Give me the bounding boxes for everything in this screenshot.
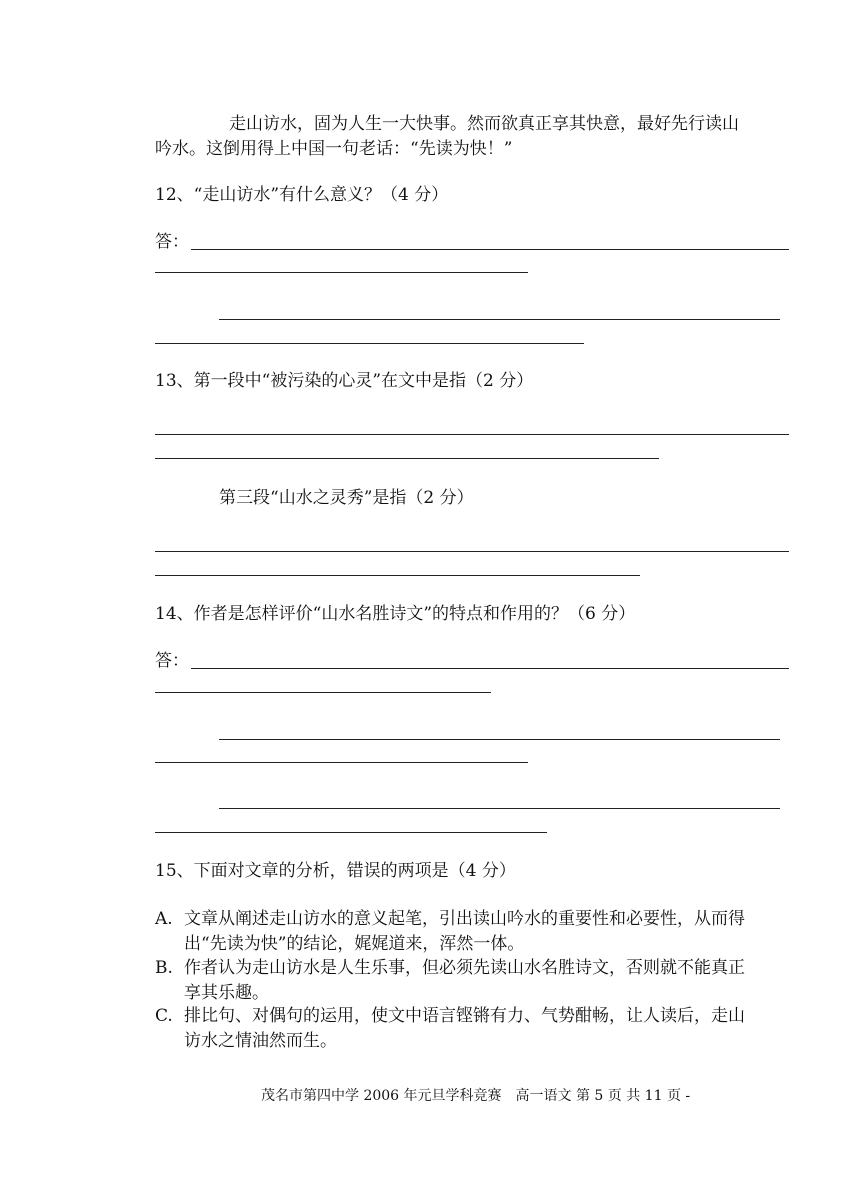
passage-line-1: 走山访水，固为人生一大快事。然而欲真正享其快意，最好先行读山	[229, 114, 739, 134]
answer-line[interactable]	[191, 249, 789, 250]
question-13-sub: 第三段“山水之灵秀”是指（2 分）	[219, 488, 474, 508]
option-b-line-2: 享其乐趣。	[184, 983, 269, 1003]
question-14: 14、作者是怎样评价“山水名胜诗文”的特点和作用的？（6 分）	[155, 604, 636, 624]
answer-line[interactable]	[155, 551, 789, 552]
answer-line[interactable]	[155, 832, 547, 833]
question-13: 13、第一段中“被污染的心灵”在文中是指（2 分）	[155, 371, 534, 391]
answer-line[interactable]	[155, 575, 640, 576]
question-12: 12、“走山访水”有什么意义？（4 分）	[155, 185, 449, 205]
answer-label-12: 答：	[155, 232, 189, 252]
answer-line[interactable]	[155, 762, 528, 763]
answer-line[interactable]	[155, 692, 491, 693]
option-key-a: A.	[155, 909, 173, 929]
answer-line[interactable]	[191, 668, 789, 669]
option-b-line-1: 作者认为走山访水是人生乐事，但必须先读山水名胜诗文，否则就不能真正	[184, 958, 745, 978]
option-a-line-2: 出“先读为快”的结论，娓娓道来，浑然一体。	[184, 934, 525, 954]
answer-line[interactable]	[155, 343, 584, 344]
page-footer: 茂名市第四中学 2006 年元旦学科竞赛 高一语文 第 5 页 共 11 页 -	[261, 1088, 691, 1104]
option-c-line-1: 排比句、对偶句的运用，使文中语言铿锵有力、气势酣畅，让人读后，走山	[184, 1006, 745, 1026]
answer-line[interactable]	[155, 458, 659, 459]
option-a-line-1: 文章从阐述走山访水的意义起笔，引出读山吟水的重要性和必要性，从而得	[184, 909, 745, 929]
answer-line[interactable]	[219, 739, 780, 740]
answer-line[interactable]	[219, 319, 780, 320]
option-c-line-2: 访水之情油然而生。	[184, 1031, 337, 1051]
passage-line-2: 吟水。这倒用得上中国一句老话：“先读为快！”	[155, 139, 513, 159]
option-key-b: B.	[155, 958, 173, 978]
answer-line[interactable]	[219, 808, 780, 809]
answer-line[interactable]	[155, 272, 528, 273]
question-15: 15、下面对文章的分析，错误的两项是（4 分）	[155, 861, 516, 881]
option-key-c: C.	[155, 1006, 173, 1026]
answer-label-14: 答：	[155, 651, 189, 671]
answer-line[interactable]	[155, 434, 789, 435]
